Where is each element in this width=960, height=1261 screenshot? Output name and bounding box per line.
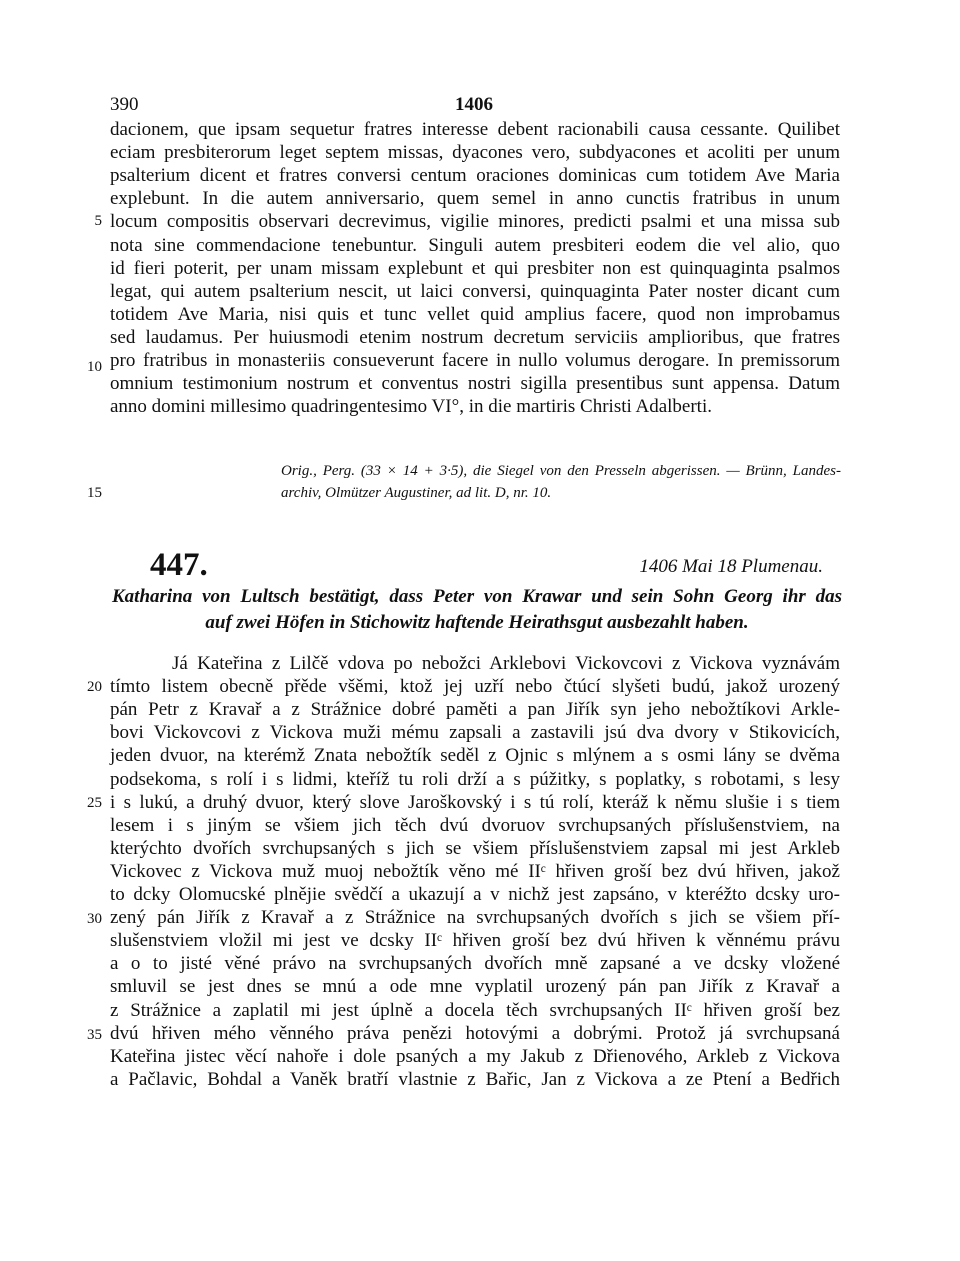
czech-text-line: Vickovec z Vickova muž muoj nebožtík věno mé IIᶜ hřiven groší bez dvú hřiven, jakož: [110, 860, 840, 882]
entry-dateline: 1406 Mai 18 Plumenau.: [639, 556, 823, 577]
czech-text-line: Já Kateřina z Lilčě vdova po nebožci Arklebovi Vickovcovi z Vickova vyznávám: [172, 653, 840, 674]
czech-text-line: lesem i s jiným se všiem jich těch dvú dvoruov svrchupsaných příslušenstviem, na: [110, 814, 840, 836]
czech-text-line: z Strážnice a zaplatil mi jest úplně a docela těch svrchupsaných IIᶜ hřiven groší bez: [110, 999, 840, 1021]
line-number: 25: [87, 795, 102, 811]
czech-text-line: tímto listem obecně přěde všěmi, ktož jej uzří nebo čtúcí slyšeti budú, jakož urozený: [110, 676, 840, 698]
regest-line: auf zwei Höfen in Stichowitz haftende Heirathsgut ausbezahlt haben.: [205, 612, 749, 633]
latin-text-line: dacionem, que ipsam sequetur fratres interesse debent racionabili causa cessante. Quilibet: [110, 119, 840, 140]
line-number: 15: [87, 485, 102, 501]
entry-number: 447.: [150, 547, 208, 583]
czech-text-line: jeden dvuor, na kterémž Znata nebožtík seděl z Ojnic s mlýnem a s osmi lány se dvěma: [110, 745, 840, 767]
latin-text-line: sed laudamus. Per huiusmodi etenim nostrum decretum serviciis amplioribus, que fratres: [110, 326, 840, 348]
latin-text-line: locum compositis observari decrevimus, vigilie minores, predicti psalmi et una missa sub: [110, 211, 840, 233]
line-number: 30: [87, 911, 102, 927]
source-note-line: archiv, Olmützer Augustiner, ad lit. D, nr. 10.: [281, 485, 552, 501]
latin-text-line: totidem Ave Maria, nisi quis et tunc vellet quid amplius facere, quod non improbamus: [110, 303, 840, 325]
czech-text-line: a o to jisté věné právo na svrchupsaných dvořích mně zapsané a ve dcsky vložené: [110, 953, 840, 975]
czech-text-line: podsekoma, s rolí i s lidmi, kteříž tu roli drží a s púžitky, s poplatky, s robotami, s lesy: [110, 768, 840, 790]
czech-text-line: dvú hřiven mého věnného práva penězi hotovými a dobrými. Protož já svrchupsaná: [110, 1022, 840, 1044]
czech-text-line: slušenstviem vložil mi jest ve dcsky IIᶜ hřiven groší bez dvú hřiven k věnnému právu: [110, 930, 840, 952]
page-number: 390: [110, 94, 139, 115]
line-number: 10: [87, 359, 102, 375]
latin-text-line: psalterium dicent et fratres conversi centum oraciones dominicas cum totidem Ave Maria: [110, 165, 840, 187]
source-note-line: Orig., Perg. (33 × 14 + 3·5), die Siegel von den Presseln abgerissen. — Brünn, Landes-: [281, 463, 841, 479]
czech-text-line: Kateřina jistec věcí nahoře i dole psaných a my Jakub z Dřienového, Arkleb z Vickova: [110, 1045, 840, 1067]
czech-text-line: a Pačlavic, Bohdal a Vaněk bratří vlastnie z Bařic, Jan z Vickova a ze Ptení a Bedřich: [110, 1068, 840, 1090]
czech-text-line: bovi Vickovcovi z Vickova muži mému zapsali a zastavili jsú dva dvory v Stikovicích,: [110, 722, 840, 744]
line-number: 5: [94, 213, 102, 229]
czech-text-line: i s lukú, a druhý dvuor, který slove Jaroškovský i s tú rolí, kteráž k němu slušie i s tiem: [110, 791, 840, 813]
czech-text-line: smluvil se jest dnes se mnú a ode mne vyplatil urozený pán pan Jiřík z Kravař a: [110, 976, 840, 998]
latin-text-line: eciam presbiterorum leget septem missas, dyacones vero, subdyacones et acoliti per unum: [110, 142, 840, 164]
latin-text-line: anno domini millesimo quadringentesimo VI°, in die martiris Christi Adalberti.: [110, 396, 712, 418]
latin-text-line: explebunt. In die autem anniversario, quem semel in anno cunctis fratribus in unum: [110, 188, 840, 210]
latin-text-line: nota sine commendacione tenebuntur. Singuli autem presbiteri eodem die vel alio, quo: [110, 234, 840, 256]
line-number: 20: [87, 679, 102, 695]
latin-text-line: id fieri poterit, per unam missam explebunt et qui presbiter non est quinquaginta psalmos: [110, 257, 840, 279]
line-number: 35: [87, 1027, 102, 1043]
running-head-year: 1406: [455, 94, 493, 115]
czech-text-line: pán Petr z Kravař a z Strážnice dobré paměti a pan Jiřík syn jeho nebožtíkovi Arkle-: [110, 699, 840, 721]
czech-text-line: zený pán Jiřík z Kravař a z Strážnice na svrchupsaných dvořích s jich se všiem pří-: [110, 907, 840, 929]
latin-text-line: pro fratribus in monasteriis consueverunt facere in nullo volumus derogare. In premissorum: [110, 350, 840, 371]
latin-text-line: omnium testimonium nostrum et conventus nostri sigilla presentibus sunt appensa. Datum: [110, 373, 840, 395]
latin-text-line: legat, qui autem psalterium nescit, ut laici conversi, quinquaginta Pater noster dicant cum: [110, 280, 840, 302]
regest-line: Katharina von Lultsch bestätigt, dass Peter von Krawar und sein Sohn Georg ihr das: [112, 586, 842, 607]
czech-text-line: kterýchto dvořích svrchupsaných s jich se všiem příslušenstviem zapsal mi jest Arkleb: [110, 837, 840, 859]
czech-text-line: to dcky Olomucské plnějie svědčí a ukazují a v nichž jest zapsáno, v kteréžto dcsky uro-: [110, 884, 840, 905]
